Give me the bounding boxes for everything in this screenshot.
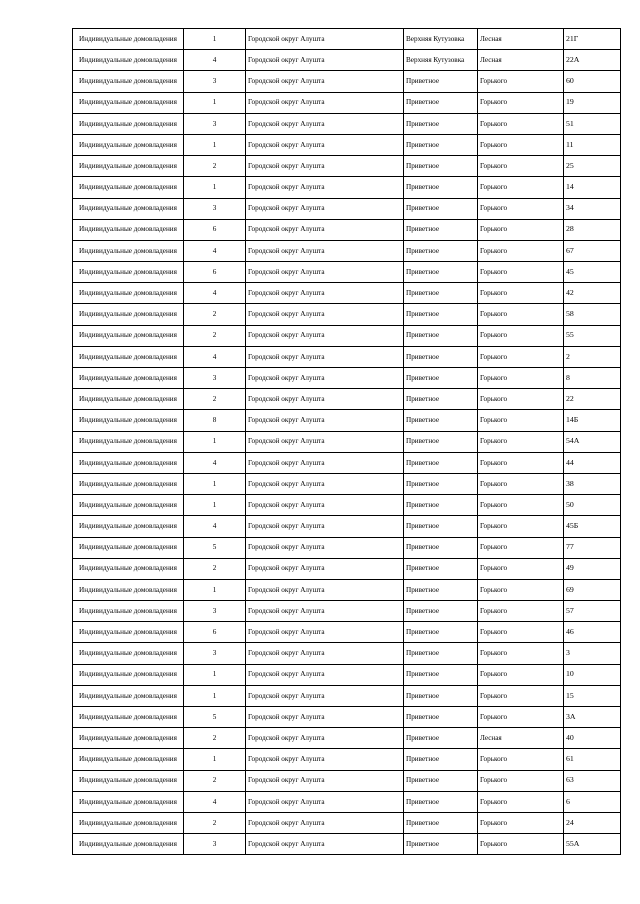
settlement-cell: Приветное — [404, 622, 478, 643]
municipality-cell: Городской округ Алушта — [246, 262, 404, 283]
housing-type-cell: Индивидуальные домовладения — [73, 495, 184, 516]
street-cell: Горького — [478, 664, 564, 685]
housing-type-cell: Индивидуальные домовладения — [73, 29, 184, 50]
floors-cell: 4 — [184, 516, 246, 537]
housing-type-cell: Индивидуальные домовладения — [73, 219, 184, 240]
table-row — [73, 50, 621, 71]
street-cell: Горького — [478, 495, 564, 516]
table-row — [73, 579, 621, 600]
housing-type-cell: Индивидуальные домовладения — [73, 389, 184, 410]
floors-cell: 5 — [184, 707, 246, 728]
table-row — [73, 92, 621, 113]
house-number-cell: 24 — [564, 812, 621, 833]
house-number-cell: 14 — [564, 177, 621, 198]
settlement-cell: Приветное — [404, 495, 478, 516]
housing-type-cell: Индивидуальные домовладения — [73, 240, 184, 261]
floors-cell: 3 — [184, 834, 246, 855]
address-table-body — [73, 29, 621, 855]
housing-type-cell: Индивидуальные домовладения — [73, 452, 184, 473]
municipality-cell: Городской округ Алушта — [246, 92, 404, 113]
settlement-cell: Приветное — [404, 707, 478, 728]
housing-type-cell: Индивидуальные домовладения — [73, 728, 184, 749]
street-cell: Горького — [478, 368, 564, 389]
municipality-cell: Городской округ Алушта — [246, 558, 404, 579]
house-number-cell: 61 — [564, 749, 621, 770]
street-cell: Горького — [478, 198, 564, 219]
table-row — [73, 685, 621, 706]
street-cell: Горького — [478, 770, 564, 791]
floors-cell: 1 — [184, 495, 246, 516]
settlement-cell: Приветное — [404, 240, 478, 261]
house-number-cell: 55А — [564, 834, 621, 855]
street-cell: Горького — [478, 452, 564, 473]
housing-type-cell: Индивидуальные домовладения — [73, 834, 184, 855]
house-number-cell: 19 — [564, 92, 621, 113]
street-cell: Горького — [478, 304, 564, 325]
municipality-cell: Городской округ Алушта — [246, 749, 404, 770]
street-cell: Горького — [478, 685, 564, 706]
municipality-cell: Городской округ Алушта — [246, 177, 404, 198]
municipality-cell: Городской округ Алушта — [246, 834, 404, 855]
street-cell: Горького — [478, 834, 564, 855]
floors-cell: 1 — [184, 579, 246, 600]
housing-type-cell: Индивидуальные домовладения — [73, 812, 184, 833]
settlement-cell: Приветное — [404, 834, 478, 855]
housing-type-cell: Индивидуальные домовладения — [73, 198, 184, 219]
housing-type-cell: Индивидуальные домовладения — [73, 304, 184, 325]
floors-cell: 3 — [184, 368, 246, 389]
municipality-cell: Городской округ Алушта — [246, 770, 404, 791]
house-number-cell: 15 — [564, 685, 621, 706]
housing-type-cell: Индивидуальные домовладения — [73, 664, 184, 685]
street-cell: Горького — [478, 156, 564, 177]
floors-cell: 1 — [184, 29, 246, 50]
floors-cell: 2 — [184, 156, 246, 177]
housing-type-cell: Индивидуальные домовладения — [73, 113, 184, 134]
floors-cell: 2 — [184, 304, 246, 325]
municipality-cell: Городской округ Алушта — [246, 664, 404, 685]
street-cell: Горького — [478, 749, 564, 770]
housing-type-cell: Индивидуальные домовладения — [73, 368, 184, 389]
settlement-cell: Приветное — [404, 431, 478, 452]
settlement-cell: Приветное — [404, 770, 478, 791]
table-row — [73, 812, 621, 833]
housing-type-cell: Индивидуальные домовладения — [73, 770, 184, 791]
settlement-cell: Приветное — [404, 558, 478, 579]
floors-cell: 2 — [184, 770, 246, 791]
table-row — [73, 389, 621, 410]
house-number-cell: 69 — [564, 579, 621, 600]
settlement-cell: Приветное — [404, 579, 478, 600]
settlement-cell: Приветное — [404, 156, 478, 177]
floors-cell: 2 — [184, 389, 246, 410]
settlement-cell: Приветное — [404, 113, 478, 134]
table-row — [73, 516, 621, 537]
housing-type-cell: Индивидуальные домовладения — [73, 791, 184, 812]
housing-type-cell: Индивидуальные домовладения — [73, 537, 184, 558]
house-number-cell: 3А — [564, 707, 621, 728]
table-row — [73, 643, 621, 664]
street-cell: Лесная — [478, 29, 564, 50]
housing-type-cell: Индивидуальные домовладения — [73, 50, 184, 71]
housing-type-cell: Индивидуальные домовладения — [73, 134, 184, 155]
municipality-cell: Городской округ Алушта — [246, 601, 404, 622]
house-number-cell: 63 — [564, 770, 621, 791]
floors-cell: 1 — [184, 749, 246, 770]
settlement-cell: Приветное — [404, 198, 478, 219]
floors-cell: 8 — [184, 410, 246, 431]
street-cell: Горького — [478, 240, 564, 261]
table-row — [73, 368, 621, 389]
settlement-cell: Приветное — [404, 368, 478, 389]
house-number-cell: 11 — [564, 134, 621, 155]
municipality-cell: Городской округ Алушта — [246, 473, 404, 494]
table-row — [73, 156, 621, 177]
street-cell: Горького — [478, 537, 564, 558]
housing-type-cell: Индивидуальные домовладения — [73, 177, 184, 198]
municipality-cell: Городской округ Алушта — [246, 134, 404, 155]
floors-cell: 2 — [184, 558, 246, 579]
settlement-cell: Приветное — [404, 537, 478, 558]
floors-cell: 4 — [184, 50, 246, 71]
table-row — [73, 304, 621, 325]
table-row — [73, 495, 621, 516]
street-cell: Горького — [478, 643, 564, 664]
housing-type-cell: Индивидуальные домовладения — [73, 558, 184, 579]
municipality-cell: Городской округ Алушта — [246, 389, 404, 410]
floors-cell: 1 — [184, 177, 246, 198]
street-cell: Горького — [478, 346, 564, 367]
floors-cell: 6 — [184, 262, 246, 283]
table-row — [73, 134, 621, 155]
floors-cell: 1 — [184, 431, 246, 452]
housing-type-cell: Индивидуальные домовладения — [73, 685, 184, 706]
municipality-cell: Городской округ Алушта — [246, 113, 404, 134]
table-row — [73, 601, 621, 622]
housing-type-cell: Индивидуальные домовладения — [73, 71, 184, 92]
municipality-cell: Городской округ Алушта — [246, 537, 404, 558]
floors-cell: 2 — [184, 812, 246, 833]
street-cell: Горького — [478, 601, 564, 622]
house-number-cell: 6 — [564, 791, 621, 812]
housing-type-cell: Индивидуальные домовладения — [73, 707, 184, 728]
house-number-cell: 42 — [564, 283, 621, 304]
table-row — [73, 791, 621, 812]
municipality-cell: Городской округ Алушта — [246, 707, 404, 728]
municipality-cell: Городской округ Алушта — [246, 368, 404, 389]
municipality-cell: Городской округ Алушта — [246, 728, 404, 749]
table-row — [73, 664, 621, 685]
municipality-cell: Городской округ Алушта — [246, 346, 404, 367]
house-number-cell: 34 — [564, 198, 621, 219]
floors-cell: 1 — [184, 134, 246, 155]
municipality-cell: Городской округ Алушта — [246, 812, 404, 833]
table-row — [73, 473, 621, 494]
house-number-cell: 3 — [564, 643, 621, 664]
table-row — [73, 71, 621, 92]
table-row — [73, 283, 621, 304]
municipality-cell: Городской округ Алушта — [246, 29, 404, 50]
floors-cell: 6 — [184, 622, 246, 643]
settlement-cell: Приветное — [404, 812, 478, 833]
settlement-cell: Приветное — [404, 410, 478, 431]
table-row — [73, 622, 621, 643]
table-row — [73, 240, 621, 261]
settlement-cell: Приветное — [404, 601, 478, 622]
table-row — [73, 325, 621, 346]
floors-cell: 2 — [184, 325, 246, 346]
settlement-cell: Приветное — [404, 346, 478, 367]
house-number-cell: 50 — [564, 495, 621, 516]
table-row — [73, 728, 621, 749]
floors-cell: 1 — [184, 685, 246, 706]
municipality-cell: Городской округ Алушта — [246, 431, 404, 452]
house-number-cell: 28 — [564, 219, 621, 240]
street-cell: Горького — [478, 812, 564, 833]
municipality-cell: Городской округ Алушта — [246, 50, 404, 71]
settlement-cell: Приветное — [404, 473, 478, 494]
table-row — [73, 431, 621, 452]
table-row — [73, 346, 621, 367]
street-cell: Горького — [478, 262, 564, 283]
table-row — [73, 198, 621, 219]
housing-type-cell: Индивидуальные домовладения — [73, 325, 184, 346]
street-cell: Горького — [478, 410, 564, 431]
settlement-cell: Приветное — [404, 134, 478, 155]
street-cell: Горького — [478, 579, 564, 600]
housing-type-cell: Индивидуальные домовладения — [73, 579, 184, 600]
street-cell: Лесная — [478, 50, 564, 71]
street-cell: Горького — [478, 71, 564, 92]
house-number-cell: 38 — [564, 473, 621, 494]
table-row — [73, 177, 621, 198]
table-row — [73, 558, 621, 579]
street-cell: Горького — [478, 134, 564, 155]
street-cell: Горького — [478, 431, 564, 452]
house-number-cell: 54А — [564, 431, 621, 452]
house-number-cell: 45 — [564, 262, 621, 283]
housing-type-cell: Индивидуальные домовладения — [73, 601, 184, 622]
floors-cell: 3 — [184, 113, 246, 134]
municipality-cell: Городской округ Алушта — [246, 240, 404, 261]
housing-type-cell: Индивидуальные домовладения — [73, 156, 184, 177]
municipality-cell: Городской округ Алушта — [246, 71, 404, 92]
housing-type-cell: Индивидуальные домовладения — [73, 346, 184, 367]
table-row — [73, 452, 621, 473]
settlement-cell: Приветное — [404, 516, 478, 537]
table-row — [73, 219, 621, 240]
housing-type-cell: Индивидуальные домовладения — [73, 516, 184, 537]
street-cell: Горького — [478, 791, 564, 812]
house-number-cell: 40 — [564, 728, 621, 749]
settlement-cell: Приветное — [404, 389, 478, 410]
housing-type-cell: Индивидуальные домовладения — [73, 749, 184, 770]
house-number-cell: 49 — [564, 558, 621, 579]
housing-type-cell: Индивидуальные домовладения — [73, 410, 184, 431]
settlement-cell: Приветное — [404, 452, 478, 473]
table-row — [73, 29, 621, 50]
housing-type-cell: Индивидуальные домовладения — [73, 431, 184, 452]
floors-cell: 6 — [184, 219, 246, 240]
municipality-cell: Городской округ Алушта — [246, 410, 404, 431]
settlement-cell: Приветное — [404, 219, 478, 240]
house-number-cell: 44 — [564, 452, 621, 473]
municipality-cell: Городской округ Алушта — [246, 304, 404, 325]
street-cell: Горького — [478, 707, 564, 728]
housing-type-cell: Индивидуальные домовладения — [73, 473, 184, 494]
street-cell: Горького — [478, 283, 564, 304]
house-number-cell: 14Б — [564, 410, 621, 431]
municipality-cell: Городской округ Алушта — [246, 283, 404, 304]
municipality-cell: Городской округ Алушта — [246, 156, 404, 177]
street-cell: Лесная — [478, 728, 564, 749]
floors-cell: 4 — [184, 346, 246, 367]
house-number-cell: 2 — [564, 346, 621, 367]
house-number-cell: 57 — [564, 601, 621, 622]
municipality-cell: Городской округ Алушта — [246, 198, 404, 219]
floors-cell: 4 — [184, 791, 246, 812]
floors-cell: 4 — [184, 240, 246, 261]
house-number-cell: 21Г — [564, 29, 621, 50]
table-row — [73, 410, 621, 431]
house-number-cell: 8 — [564, 368, 621, 389]
municipality-cell: Городской округ Алушта — [246, 579, 404, 600]
municipality-cell: Городской округ Алушта — [246, 643, 404, 664]
floors-cell: 1 — [184, 664, 246, 685]
settlement-cell: Приветное — [404, 92, 478, 113]
house-number-cell: 10 — [564, 664, 621, 685]
floors-cell: 4 — [184, 452, 246, 473]
table-row — [73, 537, 621, 558]
floors-cell: 3 — [184, 601, 246, 622]
table-row — [73, 770, 621, 791]
floors-cell: 4 — [184, 283, 246, 304]
municipality-cell: Городской округ Алушта — [246, 325, 404, 346]
settlement-cell: Приветное — [404, 728, 478, 749]
floors-cell: 5 — [184, 537, 246, 558]
street-cell: Горького — [478, 622, 564, 643]
house-number-cell: 45Б — [564, 516, 621, 537]
settlement-cell: Приветное — [404, 685, 478, 706]
house-number-cell: 60 — [564, 71, 621, 92]
table-row — [73, 707, 621, 728]
street-cell: Горького — [478, 325, 564, 346]
municipality-cell: Городской округ Алушта — [246, 516, 404, 537]
table-row — [73, 113, 621, 134]
housing-type-cell: Индивидуальные домовладения — [73, 622, 184, 643]
house-number-cell: 58 — [564, 304, 621, 325]
settlement-cell: Верхняя Кутузовка — [404, 50, 478, 71]
house-number-cell: 25 — [564, 156, 621, 177]
house-number-cell: 46 — [564, 622, 621, 643]
street-cell: Горького — [478, 558, 564, 579]
house-number-cell: 22 — [564, 389, 621, 410]
settlement-cell: Приветное — [404, 283, 478, 304]
street-cell: Горького — [478, 113, 564, 134]
street-cell: Горького — [478, 177, 564, 198]
street-cell: Горького — [478, 473, 564, 494]
settlement-cell: Приветное — [404, 177, 478, 198]
house-number-cell: 55 — [564, 325, 621, 346]
table-row — [73, 749, 621, 770]
settlement-cell: Приветное — [404, 325, 478, 346]
street-cell: Горького — [478, 389, 564, 410]
settlement-cell: Приветное — [404, 71, 478, 92]
floors-cell: 3 — [184, 643, 246, 664]
settlement-cell: Приветное — [404, 304, 478, 325]
municipality-cell: Городской округ Алушта — [246, 452, 404, 473]
house-number-cell: 51 — [564, 113, 621, 134]
floors-cell: 2 — [184, 728, 246, 749]
floors-cell: 3 — [184, 71, 246, 92]
address-table — [72, 28, 621, 855]
floors-cell: 1 — [184, 92, 246, 113]
street-cell: Горького — [478, 219, 564, 240]
floors-cell: 1 — [184, 473, 246, 494]
settlement-cell: Приветное — [404, 664, 478, 685]
settlement-cell: Приветное — [404, 643, 478, 664]
housing-type-cell: Индивидуальные домовладения — [73, 262, 184, 283]
house-number-cell: 77 — [564, 537, 621, 558]
floors-cell: 3 — [184, 198, 246, 219]
settlement-cell: Верхняя Кутузовка — [404, 29, 478, 50]
settlement-cell: Приветное — [404, 791, 478, 812]
municipality-cell: Городской округ Алушта — [246, 791, 404, 812]
house-number-cell: 67 — [564, 240, 621, 261]
municipality-cell: Городской округ Алушта — [246, 219, 404, 240]
house-number-cell: 22А — [564, 50, 621, 71]
housing-type-cell: Индивидуальные домовладения — [73, 283, 184, 304]
housing-type-cell: Индивидуальные домовладения — [73, 643, 184, 664]
housing-type-cell: Индивидуальные домовладения — [73, 92, 184, 113]
municipality-cell: Городской округ Алушта — [246, 495, 404, 516]
table-row — [73, 262, 621, 283]
municipality-cell: Городской округ Алушта — [246, 685, 404, 706]
settlement-cell: Приветное — [404, 262, 478, 283]
street-cell: Горького — [478, 516, 564, 537]
table-row — [73, 834, 621, 855]
settlement-cell: Приветное — [404, 749, 478, 770]
municipality-cell: Городской округ Алушта — [246, 622, 404, 643]
street-cell: Горького — [478, 92, 564, 113]
